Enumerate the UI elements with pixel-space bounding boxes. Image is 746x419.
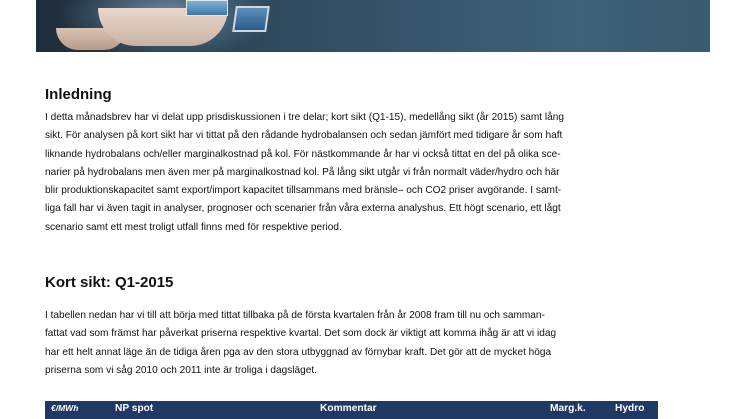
paragraph-line: fattat vad som främst har påverkat priserna respektive kvartal. Det som dock är viktigt att komma ihåg är att vi idag bbox=[45, 328, 557, 340]
paragraph-line: scenario samt ett mest troligt utfall finns med för respektive period. bbox=[45, 221, 342, 233]
paragraph-line: I detta månadsbrev har vi delat upp prisdiskussionen i tre delar; kort sikt (Q1-15), medellång sikt (år 2015) samt lång bbox=[45, 112, 564, 123]
paragraph-line: liknande hydrobalans och/eller marginalkostnad på kol. För nästkommande år har vi också tittat en del på olika sce- bbox=[45, 148, 561, 160]
paragraph-line: har ett helt annat läge än de tidiga åren pga av den stora utbyggnad av förnybar kraft. Det gör att de mycket höga bbox=[45, 346, 552, 358]
header-banner-image bbox=[36, 0, 710, 52]
table-header-marg-k: Marg.k. bbox=[550, 403, 586, 414]
paragraph-line: narier på hydrobalans men även mer på marginalkostnad kol. På lång sikt utgår vi från normalt väder/hydro och här bbox=[45, 166, 560, 178]
table-header-hydro: Hydro bbox=[615, 403, 645, 414]
section-heading-inledning: Inledning bbox=[45, 86, 112, 103]
section-heading-kort-sikt: Kort sikt: Q1-2015 bbox=[45, 274, 174, 291]
paragraph-inledning bbox=[45, 109, 705, 237]
paragraph-line: sikt. För analysen på kort sikt har vi tittat på den rådande hydrobalansen och sedan jämfört med tidigare år som haft bbox=[45, 130, 563, 142]
table-header-unit: €/MWh bbox=[51, 403, 79, 413]
table-header-kommentar: Kommentar bbox=[320, 403, 377, 414]
paragraph-kort-sikt bbox=[45, 307, 705, 380]
paragraph-line: liga fall har vi även tagit in analyser, prognoser och scenarier från våra externa analyshus. Ett högt scenario, ett lågt bbox=[45, 203, 561, 215]
banner-screen-icon bbox=[186, 0, 228, 16]
paragraph-line: blir produktionskapacitet samt export/import kapacitet tillsammans med bränsle– och CO2 priser avgörande. I samt- bbox=[45, 185, 562, 197]
table-header-np-spot: NP spot bbox=[115, 403, 154, 414]
price-table-header bbox=[45, 401, 658, 419]
paragraph-line: priserna som vi såg 2010 och 2011 inte är troliga i dagsläget. bbox=[45, 364, 317, 376]
paragraph-line: I tabellen nedan har vi till att börja med tittat tillbaka på de första kvartalen från år 2008 fram till nu och samman- bbox=[45, 310, 545, 321]
banner-device-icon bbox=[232, 6, 270, 32]
